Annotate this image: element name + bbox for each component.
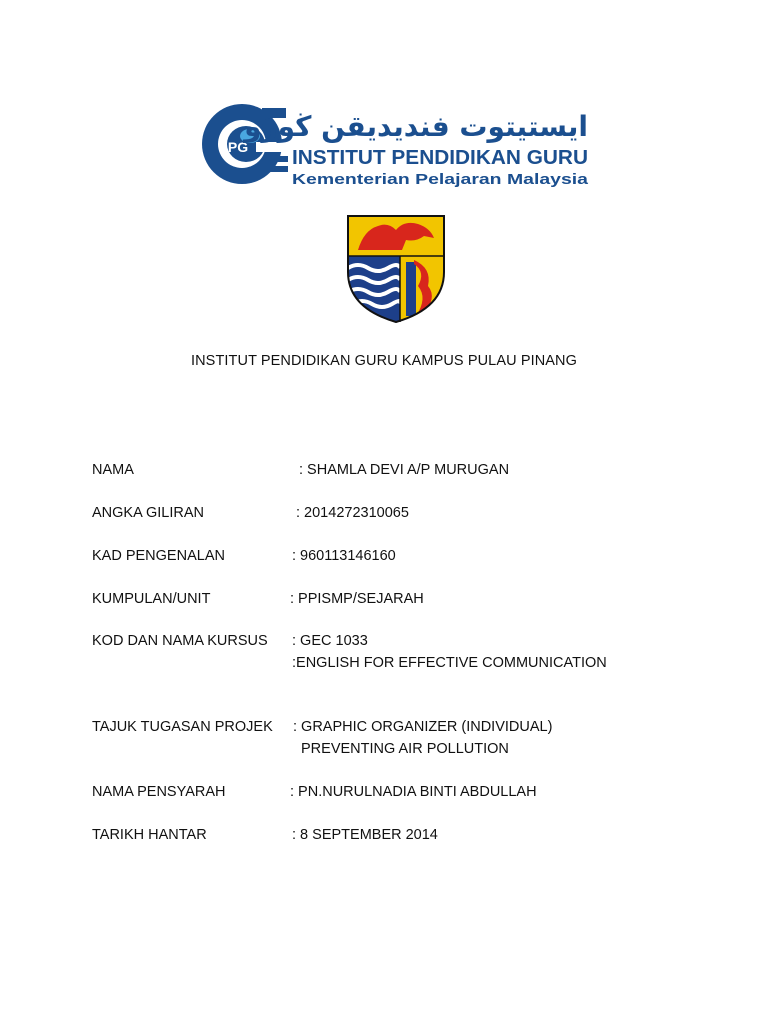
logo-jawi-text: ايستيتوت فنديديقن ڬورو xyxy=(244,110,588,143)
detail-value: : GEC 1033 xyxy=(292,633,368,649)
institution-title: INSTITUT PENDIDIKAN GURU KAMPUS PULAU PINANG xyxy=(190,353,578,369)
detail-value: : GRAPHIC ORGANIZER (INDIVIDUAL) xyxy=(293,719,553,735)
detail-value: : PN.NURULNADIA BINTI ABDULLAH xyxy=(290,784,537,800)
ipg-abbreviation: iPG xyxy=(224,139,249,155)
detail-value: : SHAMLA DEVI A/P MURUGAN xyxy=(299,462,510,478)
detail-label: NAMA xyxy=(92,462,134,478)
ipg-logo xyxy=(202,98,592,190)
detail-label: NAMA PENSYARAH xyxy=(92,784,226,800)
detail-value: : PPISMP/SEJARAH xyxy=(290,591,424,607)
state-crest-icon xyxy=(344,212,448,324)
detail-label: ANGKA GILIRAN xyxy=(92,505,205,521)
detail-label: KAD PENGENALAN xyxy=(92,548,225,564)
detail-label: TARIKH HANTAR xyxy=(92,827,207,843)
detail-label: KOD DAN NAMA KURSUS xyxy=(92,633,268,649)
detail-value-line2: PREVENTING AIR POLLUTION xyxy=(301,741,509,757)
detail-value-line2: :ENGLISH FOR EFFECTIVE COMMUNICATION xyxy=(292,655,607,671)
detail-value: : 2014272310065 xyxy=(296,505,409,521)
detail-value: : 960113146160 xyxy=(292,548,396,564)
logo-ministry-name: Kementerian Pelajaran Malaysia xyxy=(292,172,590,188)
detail-label: KUMPULAN/UNIT xyxy=(92,591,211,607)
detail-value: : 8 SEPTEMBER 2014 xyxy=(292,827,438,843)
detail-label: TAJUK TUGASAN PROJEK xyxy=(92,719,273,735)
logo-institution-name: INSTITUT PENDIDIKAN GURU xyxy=(292,146,588,169)
